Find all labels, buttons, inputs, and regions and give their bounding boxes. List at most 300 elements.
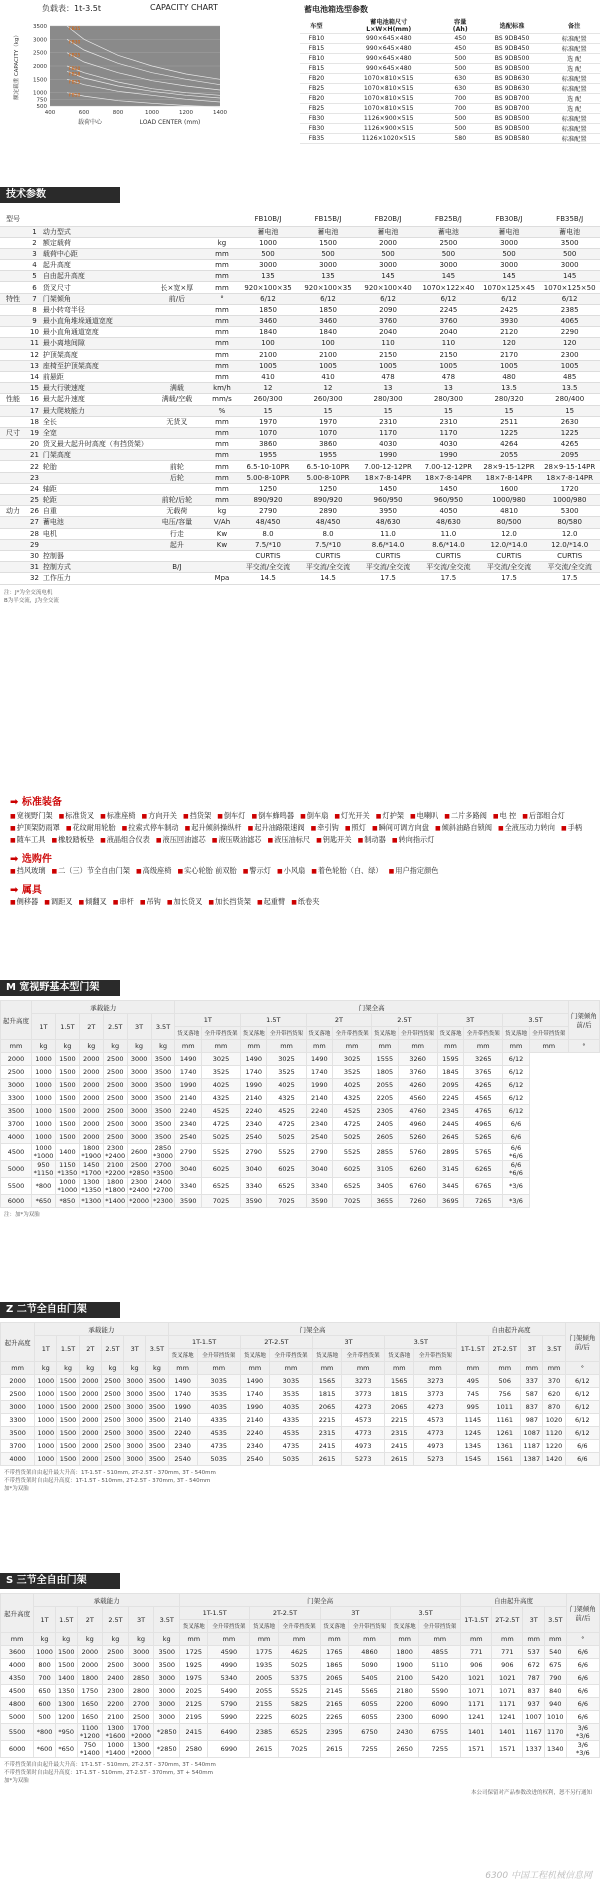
mast-m-section xyxy=(0,980,600,1219)
std-equip-item: ■ 后部组合灯 xyxy=(522,810,565,822)
mast-cell: 1401 xyxy=(492,1724,523,1741)
spec-cell: 前/后 xyxy=(148,293,206,304)
mast-cell: 1555 xyxy=(372,1053,398,1066)
mast-cell: 2055 xyxy=(372,1079,398,1092)
spec-cell xyxy=(148,439,206,450)
mast-cell: 2000 xyxy=(79,1118,103,1131)
mast-cell: 937 xyxy=(523,1698,545,1711)
battery-cell: 1126×900×515 xyxy=(333,114,445,124)
mast-cell: 5525 xyxy=(201,1144,240,1161)
spec-cell: 特性 xyxy=(0,293,26,304)
spec-header-cell: FB35B/J xyxy=(539,213,600,226)
spec-cell: 17.5 xyxy=(539,573,600,584)
mast-unit-cell: kg xyxy=(127,1040,151,1053)
battery-row xyxy=(300,54,600,64)
mast-cell: 2305 xyxy=(372,1105,398,1118)
spec-cell: 17.5 xyxy=(358,573,418,584)
mast-cell: 1450 *1700 xyxy=(79,1161,103,1178)
spec-cell: 890/920 xyxy=(298,495,358,506)
mast-cell: 2700 xyxy=(128,1698,154,1711)
spec-cell: 3760 xyxy=(418,316,479,327)
spec-cell: 2790 xyxy=(238,506,298,517)
spec-cell: 6/12 xyxy=(539,293,600,304)
mast-cell: 2000 xyxy=(79,1401,101,1414)
battery-cell: 500 xyxy=(445,124,476,134)
mast-sub-cell: 货叉落地 xyxy=(437,1027,463,1040)
spec-cell: 3000 xyxy=(358,260,418,271)
mast-cell: 6765 xyxy=(464,1178,503,1195)
mast-sub-cell: 全升带挡货架 xyxy=(349,1620,391,1633)
spec-cell: 260/300 xyxy=(238,394,298,405)
spec-row xyxy=(0,506,600,517)
spec-cell: 1225 xyxy=(479,427,540,438)
mast-cell: 6/12 xyxy=(503,1092,529,1105)
mast-cell: 1000 xyxy=(32,1066,56,1079)
mast-cell: 1300 *2000 xyxy=(128,1741,154,1758)
spec-cell: CURTIS xyxy=(418,550,479,561)
battery-row xyxy=(300,134,600,144)
mast-cell: 6/12 xyxy=(503,1053,529,1066)
mast-cell: 4565 xyxy=(464,1092,503,1105)
mast-cell: 2195 xyxy=(180,1711,208,1724)
battery-cell: 1070×810×515 xyxy=(333,104,445,114)
spec-header-cell xyxy=(148,213,206,226)
spec-cell: Kw xyxy=(206,539,238,550)
battery-cell: 1126×900×515 xyxy=(333,124,445,134)
mast-cell: 3500 xyxy=(1,1105,32,1118)
spec-cell: 轮胎 xyxy=(43,461,148,472)
mast-cell: 3700 xyxy=(1,1118,32,1131)
spec-cell: 3000 xyxy=(479,260,540,271)
mast-unit-cell: mm xyxy=(278,1633,320,1646)
spec-cell: 蓄电池 xyxy=(358,226,418,237)
mast-sub-height: 2.5T xyxy=(372,1014,438,1027)
mast-cell: 3765 xyxy=(464,1066,503,1079)
mast-cell: *1400 xyxy=(103,1195,127,1208)
mast-cell: 6990 xyxy=(208,1741,250,1758)
mast-cell: 587 xyxy=(521,1388,543,1401)
mast-unit-cell: kg xyxy=(32,1040,56,1053)
battery-cell: FB25 xyxy=(300,104,333,114)
chart-series-label: FB25 xyxy=(69,53,81,59)
mast-cell: 3040 xyxy=(241,1161,267,1178)
mast-unit-cell: kg xyxy=(103,1040,127,1053)
spec-cell: 载荷中心距 xyxy=(43,248,148,259)
spec-cell: 6/12 xyxy=(479,293,540,304)
spec-cell: 500 xyxy=(539,248,600,259)
spec-cell: 120 xyxy=(479,338,540,349)
battery-cell: 1070×810×515 xyxy=(333,74,445,84)
mast-cell: 2540 xyxy=(240,1453,269,1466)
mast-cell: 2500 xyxy=(101,1375,123,1388)
spec-cell xyxy=(0,316,26,327)
mast-cell: 1220 xyxy=(543,1440,565,1453)
spec-cell: 21 xyxy=(26,450,43,461)
mast-cell: 1865 xyxy=(320,1659,348,1672)
spec-cell: 500 xyxy=(418,248,479,259)
mast-sub-free: 3.5T xyxy=(543,1336,565,1362)
mast-cell: 1740 xyxy=(168,1388,197,1401)
mast-row xyxy=(1,1414,600,1427)
mast-cell: 1400 xyxy=(55,1144,79,1161)
spec-header-cell xyxy=(206,213,238,226)
spec-cell: ° xyxy=(206,293,238,304)
mast-cell: 2500 xyxy=(128,1711,154,1724)
mast-unit-cell: mm xyxy=(390,1633,418,1646)
mast-cell: 2165 xyxy=(320,1698,348,1711)
mast-cell: 3000 xyxy=(127,1079,151,1092)
spec-cell: 13.5 xyxy=(479,383,540,394)
mast-cell: 500 xyxy=(34,1711,56,1724)
battery-header-cell: 车型 xyxy=(300,17,333,34)
spec-cell: 145 xyxy=(418,271,479,282)
mast-cell: 771 xyxy=(461,1646,492,1659)
mast-cell: 1200 xyxy=(55,1711,77,1724)
mast-cell: *3/6 xyxy=(503,1195,529,1208)
spec-table xyxy=(0,213,600,585)
spec-cell: 100 xyxy=(298,338,358,349)
battery-title: 蓄电池箱选型参数 xyxy=(304,5,368,14)
mast-cell: 4350 xyxy=(1,1672,34,1685)
mast-unit-cell: kg xyxy=(55,1040,79,1053)
std-equip-item: ■ 二片多路阀 xyxy=(444,810,487,822)
spec-cell: 24 xyxy=(26,483,43,494)
mast-unit-cell: kg xyxy=(79,1362,101,1375)
spec-header-cell: FB30B/J xyxy=(479,213,540,226)
spec-cell: 500 xyxy=(358,248,418,259)
mast-cell: 1150 *1350 xyxy=(55,1161,79,1178)
mast-cell: 5000 xyxy=(1,1161,32,1178)
spec-cell: 1250 xyxy=(298,483,358,494)
mast-cell: 6/6 xyxy=(503,1131,529,1144)
spec-cell: 2385 xyxy=(539,304,600,315)
mast-cell: 4500 xyxy=(1,1144,32,1161)
spec-cell: mm xyxy=(206,271,238,282)
mast-cell: 3500 xyxy=(151,1079,175,1092)
spec-cell: 3000 xyxy=(418,260,479,271)
spec-cell xyxy=(148,248,206,259)
spec-cell: 5300 xyxy=(539,506,600,517)
mast-cell: 2500 xyxy=(101,1453,123,1466)
mast-cell: 4800 xyxy=(1,1698,34,1711)
mast-row xyxy=(1,1053,600,1066)
spec-cell: 1170 xyxy=(418,427,479,438)
mast-row xyxy=(1,1375,600,1388)
mast-cell: 4590 xyxy=(208,1646,250,1659)
spec-cell: 48/450 xyxy=(238,517,298,528)
mast-cell: 1345 xyxy=(457,1440,489,1453)
mast-cell: 3500 xyxy=(151,1105,175,1118)
battery-cell: FB20 xyxy=(300,74,333,84)
mast-cell: 2000 xyxy=(77,1659,103,1672)
mast-sub-capacity: 2T xyxy=(79,1014,103,1040)
spec-row xyxy=(0,237,600,248)
spec-cell: 19 xyxy=(26,427,43,438)
mast-cell: 2180 xyxy=(390,1685,418,1698)
mast-cell: 3000 xyxy=(124,1375,146,1388)
mast-cell: 1490 xyxy=(240,1375,269,1388)
spec-cell: 1005 xyxy=(238,360,298,371)
mast-cell: 1500 xyxy=(57,1453,79,1466)
spec-cell: 全长 xyxy=(43,416,148,427)
mast-row xyxy=(1,1144,600,1161)
mast-cell: 4965 xyxy=(464,1118,503,1131)
mast-row xyxy=(1,1131,600,1144)
mast-cell: 3000 xyxy=(1,1079,32,1092)
spec-cell: V/Ah xyxy=(206,517,238,528)
mast-header-row xyxy=(1,1001,600,1014)
battery-row xyxy=(300,34,600,44)
mast-cell: *600 xyxy=(34,1741,56,1758)
mast-cell: 3/6 *3/6 xyxy=(566,1724,599,1741)
spec-cell: 920×100×40 xyxy=(358,282,418,293)
footer-note: 本公司保留对产品参数改进的权利，恕不另行通知 xyxy=(470,1790,592,1796)
spec-cell: 13.5 xyxy=(539,383,600,394)
mast-cell: 4855 xyxy=(419,1646,461,1659)
mast-cell: 4000 xyxy=(1,1453,35,1466)
mast-cell: 1337 xyxy=(523,1741,545,1758)
spec-cell: 1070×122×40 xyxy=(418,282,479,293)
spec-cell: 货叉尺寸 xyxy=(43,282,148,293)
mast-cell: 1145 xyxy=(457,1414,489,1427)
chart-series-label: FB30 xyxy=(69,40,81,46)
chart-y-tick: 750 xyxy=(36,97,47,104)
mast-cell: 6/12 xyxy=(565,1414,599,1427)
spec-cell: 13 xyxy=(358,383,418,394)
spec-cell: mm xyxy=(206,260,238,271)
spec-cell: 12.0/*14.0 xyxy=(539,539,600,550)
mast-cell: 2500 xyxy=(101,1427,123,1440)
mast-cell: 3025 xyxy=(201,1053,240,1066)
spec-cell: mm xyxy=(206,349,238,360)
spec-cell: 478 xyxy=(358,371,418,382)
mast-cell: 2055 xyxy=(250,1685,278,1698)
mast-cell: 3145 xyxy=(437,1161,463,1178)
mast-cell: 2500 xyxy=(1,1066,32,1079)
mast-cell: 995 xyxy=(457,1401,489,1414)
mast-cell: 1775 xyxy=(250,1646,278,1659)
spec-cell: 1005 xyxy=(479,360,540,371)
spec-header-cell xyxy=(43,213,148,226)
mast-unit-cell: mm xyxy=(437,1040,463,1053)
capacity-chart xyxy=(0,12,270,152)
std-equip-item: ■ 转向指示灯 xyxy=(392,834,435,846)
mast-cell: 1167 xyxy=(523,1724,545,1741)
mast-cell: 4000 xyxy=(1,1131,32,1144)
mast-cell: 3000 xyxy=(128,1659,154,1672)
mast-cell: 6090 xyxy=(419,1711,461,1724)
mast-unit-cell: mm xyxy=(320,1633,348,1646)
mast-row xyxy=(1,1672,600,1685)
mast-cell: 2415 xyxy=(385,1440,414,1453)
mast-cell: 4573 xyxy=(342,1414,385,1427)
mast-cell: 1241 xyxy=(461,1711,492,1724)
spec-cell: 轴距 xyxy=(43,483,148,494)
mast-cell: 1700 *2000 xyxy=(128,1724,154,1741)
mast-cell: 1500 xyxy=(55,1118,79,1131)
spec-cell: 145 xyxy=(358,271,418,282)
mast-cell: 2140 xyxy=(240,1414,269,1427)
mast-cell: 3500 xyxy=(151,1066,175,1079)
spec-cell: 无货叉 xyxy=(148,416,206,427)
spec-row xyxy=(0,495,600,506)
std-equip-item: ■ 液压回油滤芯 xyxy=(156,834,206,846)
spec-note-2: B为半交流，J为全交流 xyxy=(4,597,59,604)
mast-unit-cell: mm xyxy=(489,1362,521,1375)
mast-sub-cell: 货叉落地 xyxy=(503,1027,529,1040)
mast-s-note-3: 加*为双胎 xyxy=(4,1778,29,1784)
spec-cell: 28×9-15-12PR xyxy=(479,461,540,472)
chart-y-tick: 3500 xyxy=(33,24,47,30)
mast-sub-height: 3.5T xyxy=(385,1336,457,1349)
mast-cell: 6000 xyxy=(1,1195,32,1208)
mast-cell: 3590 xyxy=(175,1195,201,1208)
mast-row xyxy=(1,1092,600,1105)
mast-cell: 6/12 xyxy=(565,1388,599,1401)
mast-sub-cell: 全升带挡货架 xyxy=(529,1027,568,1040)
mast-header-row xyxy=(1,1336,600,1349)
spec-cell: 8.6/*14.0 xyxy=(418,539,479,550)
mast-cell: 2000 xyxy=(79,1427,101,1440)
mast-cell: 3025 xyxy=(333,1053,372,1066)
mast-unit-cell: mm xyxy=(503,1040,529,1053)
mast-unit-cell: mm xyxy=(312,1362,341,1375)
spec-cell: 1850 xyxy=(238,304,298,315)
mast-cell: 1241 xyxy=(492,1711,523,1724)
mast-z-note-2: 不带挡货架时自由起升高度：1T-1.5T - 510mm, 2T-2.5T - 370mm, 3T - 540mm xyxy=(4,1478,211,1484)
mast-cell: 3265 xyxy=(464,1053,503,1066)
mast-unit-cell: kg xyxy=(128,1633,154,1646)
mast-cell: 2850 *3000 xyxy=(151,1144,175,1161)
mast-cell: 2140 xyxy=(306,1092,332,1105)
mast-row xyxy=(1,1453,600,1466)
spec-cell: 14.5 xyxy=(298,573,358,584)
mast-cell: 3525 xyxy=(267,1066,306,1079)
mast-cell: 1400 xyxy=(55,1672,77,1685)
spec-cell: 3760 xyxy=(358,316,418,327)
spec-cell: 260/300 xyxy=(298,394,358,405)
mast-cell: 5035 xyxy=(197,1453,240,1466)
mast-sub-capacity: 3.5T xyxy=(146,1336,168,1362)
spec-cell: 9 xyxy=(26,316,43,327)
mast-cell: 1361 xyxy=(489,1440,521,1453)
mast-cell: 1845 xyxy=(437,1066,463,1079)
mast-unit-cell: mm xyxy=(333,1040,372,1053)
battery-cell: BS 9DB500 xyxy=(476,64,549,74)
mast-sub-cell: 全升带挡货架 xyxy=(333,1027,372,1040)
spec-cell: 15 xyxy=(358,405,418,416)
mast-sub-cell: 货叉落地 xyxy=(372,1027,398,1040)
mast-cell: 1500 xyxy=(57,1401,79,1414)
mast-cell: 2000 xyxy=(79,1388,101,1401)
spec-cell: 500 xyxy=(238,248,298,259)
mast-sub-cell: 货叉落地 xyxy=(180,1620,208,1633)
mast-cell: 1000 *1000 xyxy=(55,1178,79,1195)
spec-cell: 5 xyxy=(26,271,43,282)
mast-cell: 4525 xyxy=(267,1105,306,1118)
battery-cell: 700 xyxy=(445,104,476,114)
mast-cell: 1100 *1200 xyxy=(77,1724,103,1741)
mast-cell: 2500 xyxy=(103,1092,127,1105)
spec-cell: 280/300 xyxy=(418,394,479,405)
mast-unit-cell: kg xyxy=(154,1633,180,1646)
mast-cell: 620 xyxy=(543,1388,565,1401)
spec-cell: 890/920 xyxy=(238,495,298,506)
std-equip-item: ■ 挡货架 xyxy=(183,810,211,822)
mast-cell: *800 xyxy=(32,1178,56,1195)
mast-cell: 3000 xyxy=(124,1401,146,1414)
mast-cell: 1490 xyxy=(306,1053,332,1066)
mast-cell: *2850 xyxy=(154,1741,180,1758)
mast-sub-free: 1T-1.5T xyxy=(457,1336,489,1362)
mast-cell: 5090 xyxy=(349,1659,391,1672)
mast-cell: 4265 xyxy=(464,1079,503,1092)
mast-unit-cell: mm xyxy=(521,1362,543,1375)
mast-cell: 4560 xyxy=(398,1092,437,1105)
spec-cell: 2100 xyxy=(298,349,358,360)
mast-cell: 3000 xyxy=(154,1672,180,1685)
mast-sub-free: 2T-2.5T xyxy=(489,1336,521,1362)
mast-cell: 1000 xyxy=(32,1118,56,1131)
mast-cell: 5265 xyxy=(464,1131,503,1144)
chart-series-label: FB20 xyxy=(69,67,81,72)
spec-cell: 12 xyxy=(298,383,358,394)
spec-cell: mm xyxy=(206,248,238,259)
std-equip-item: ■ 花纹耐用轮胎 xyxy=(66,822,116,834)
spec-cell: 动力 xyxy=(0,506,26,517)
spec-cell: 11 xyxy=(26,338,43,349)
spec-cell xyxy=(148,304,206,315)
mast-cell: 2790 xyxy=(175,1144,201,1161)
battery-cell: 990×645×480 xyxy=(333,64,445,74)
battery-cell: 630 xyxy=(445,84,476,94)
spec-cell: 前轮/后轮 xyxy=(148,495,206,506)
mast-unit-row xyxy=(1,1040,600,1053)
spec-cell: 14 xyxy=(26,371,43,382)
spec-cell xyxy=(0,461,26,472)
mast-unit-cell: mm xyxy=(201,1040,240,1053)
mast-s-note-2: 不带挡货架时自由起升高度：1T-1.5T - 510mm, 2T-2.5T - 370mm, 3T + 540mm xyxy=(4,1770,213,1776)
spec-cell: 1450 xyxy=(418,483,479,494)
spec-cell: 25 xyxy=(26,495,43,506)
mast-cell: 3000 xyxy=(127,1118,151,1131)
chart-y-tick: 500 xyxy=(36,104,47,110)
mast-sub-cell: 全升带挡货架 xyxy=(269,1349,312,1362)
mast-cell: 6/12 xyxy=(503,1066,529,1079)
mast-cell: 2500 xyxy=(103,1066,127,1079)
mast-cell: 3000 xyxy=(127,1131,151,1144)
mast-cell: 3773 xyxy=(414,1388,457,1401)
mast-unit-cell: mm xyxy=(414,1362,457,1375)
mast-cell: 7255 xyxy=(349,1741,391,1758)
mast-cell: 3500 xyxy=(146,1440,168,1453)
mast-cell: 540 xyxy=(544,1646,566,1659)
spec-cell: 8 xyxy=(26,304,43,315)
mast-row xyxy=(1,1105,600,1118)
mast-cell: 2500 xyxy=(103,1053,127,1066)
mast-cell: 4273 xyxy=(414,1401,457,1414)
mast-cell: 3040 xyxy=(306,1161,332,1178)
chart-series-label: FB18 xyxy=(69,72,81,78)
mast-cell: 5110 xyxy=(419,1659,461,1672)
mast-header-row xyxy=(1,1323,600,1336)
std-equip-item: ■ 随车工具 xyxy=(10,834,45,846)
mast-cell: 700 xyxy=(34,1672,56,1685)
spec-row xyxy=(0,226,600,237)
battery-cell: FB15 xyxy=(300,44,333,54)
spec-row xyxy=(0,293,600,304)
spec-cell: mm xyxy=(206,371,238,382)
